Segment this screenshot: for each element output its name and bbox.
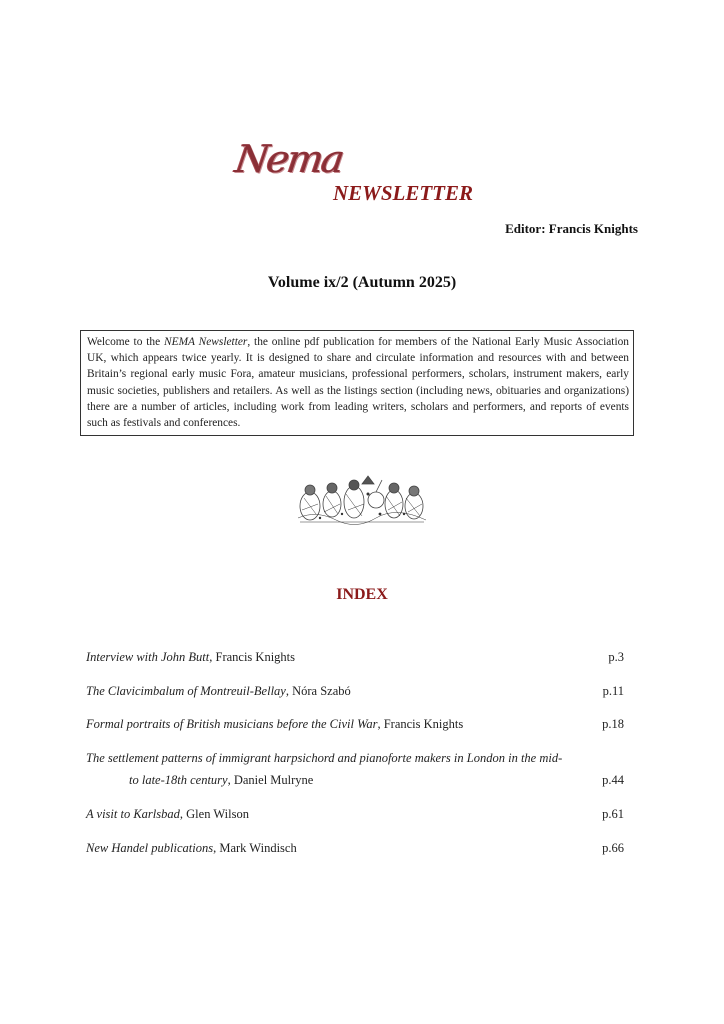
volume-title: Volume ix/2 (Autumn 2025) xyxy=(267,274,457,291)
entry-page: p.61 xyxy=(602,807,624,821)
entry-page: p.44 xyxy=(602,773,624,787)
entry-author: , Francis Knights xyxy=(377,717,464,731)
entry-author: , Nóra Szabó xyxy=(285,684,351,698)
newsletter-title: NEWSLETTER xyxy=(333,181,474,205)
index-entry xyxy=(86,807,624,822)
editor-line: Editor: Francis Knights xyxy=(505,221,638,236)
index-entry xyxy=(86,841,624,856)
welcome-italic: NEMA Newsletter xyxy=(164,336,248,348)
entry-page: p.18 xyxy=(602,717,624,731)
entry-page: p.11 xyxy=(602,684,624,698)
entry-author: , Francis Knights xyxy=(209,650,296,664)
index-entry-continued xyxy=(86,773,624,788)
entry-title-continued: to late-18th century xyxy=(129,773,228,787)
index-entry xyxy=(86,650,624,665)
welcome-lead: Welcome to the xyxy=(87,336,165,348)
index-entry xyxy=(86,717,624,732)
index-entry xyxy=(86,751,624,766)
musicians-engraving xyxy=(296,474,428,526)
entry-title: Formal portraits of British musicians before the Civil War xyxy=(86,717,378,731)
index-title: INDEX xyxy=(336,586,388,603)
entry-title: The settlement patterns of immigrant harpsichord and pianoforte makers in London in the mid- xyxy=(86,751,563,765)
entry-title: New Handel publications xyxy=(86,841,214,855)
welcome-box xyxy=(80,330,634,436)
entry-page: p.3 xyxy=(608,650,624,664)
entry-author: , Glen Wilson xyxy=(179,807,249,821)
entry-title: Interview with John Butt xyxy=(86,650,210,664)
nema-logo: Nema xyxy=(232,137,346,181)
entry-author: , Daniel Mulryne xyxy=(227,773,314,787)
entry-author: , Mark Windisch xyxy=(213,841,297,855)
index-entry xyxy=(86,684,624,699)
welcome-rest: , the online pdf publication for members of the National Early Music Association UK, which appears twice yearly. It is designed to share and circulate information and resources with and between Britain’s regional early music Fora, amateur musicians, professional performers, scholars, instrument makers, early music societies, publishers and retailers. As well as the listings section (including news, obituaries and organizations) there are a number of articles, including work from leading writers, scholars and performers, and reports of events such as festivals and conferences. xyxy=(87,336,630,430)
entry-title: A visit to Karlsbad xyxy=(86,807,180,821)
entry-title: The Clavicimbalum of Montreuil-Bellay xyxy=(86,684,286,698)
entry-page: p.66 xyxy=(602,841,624,855)
